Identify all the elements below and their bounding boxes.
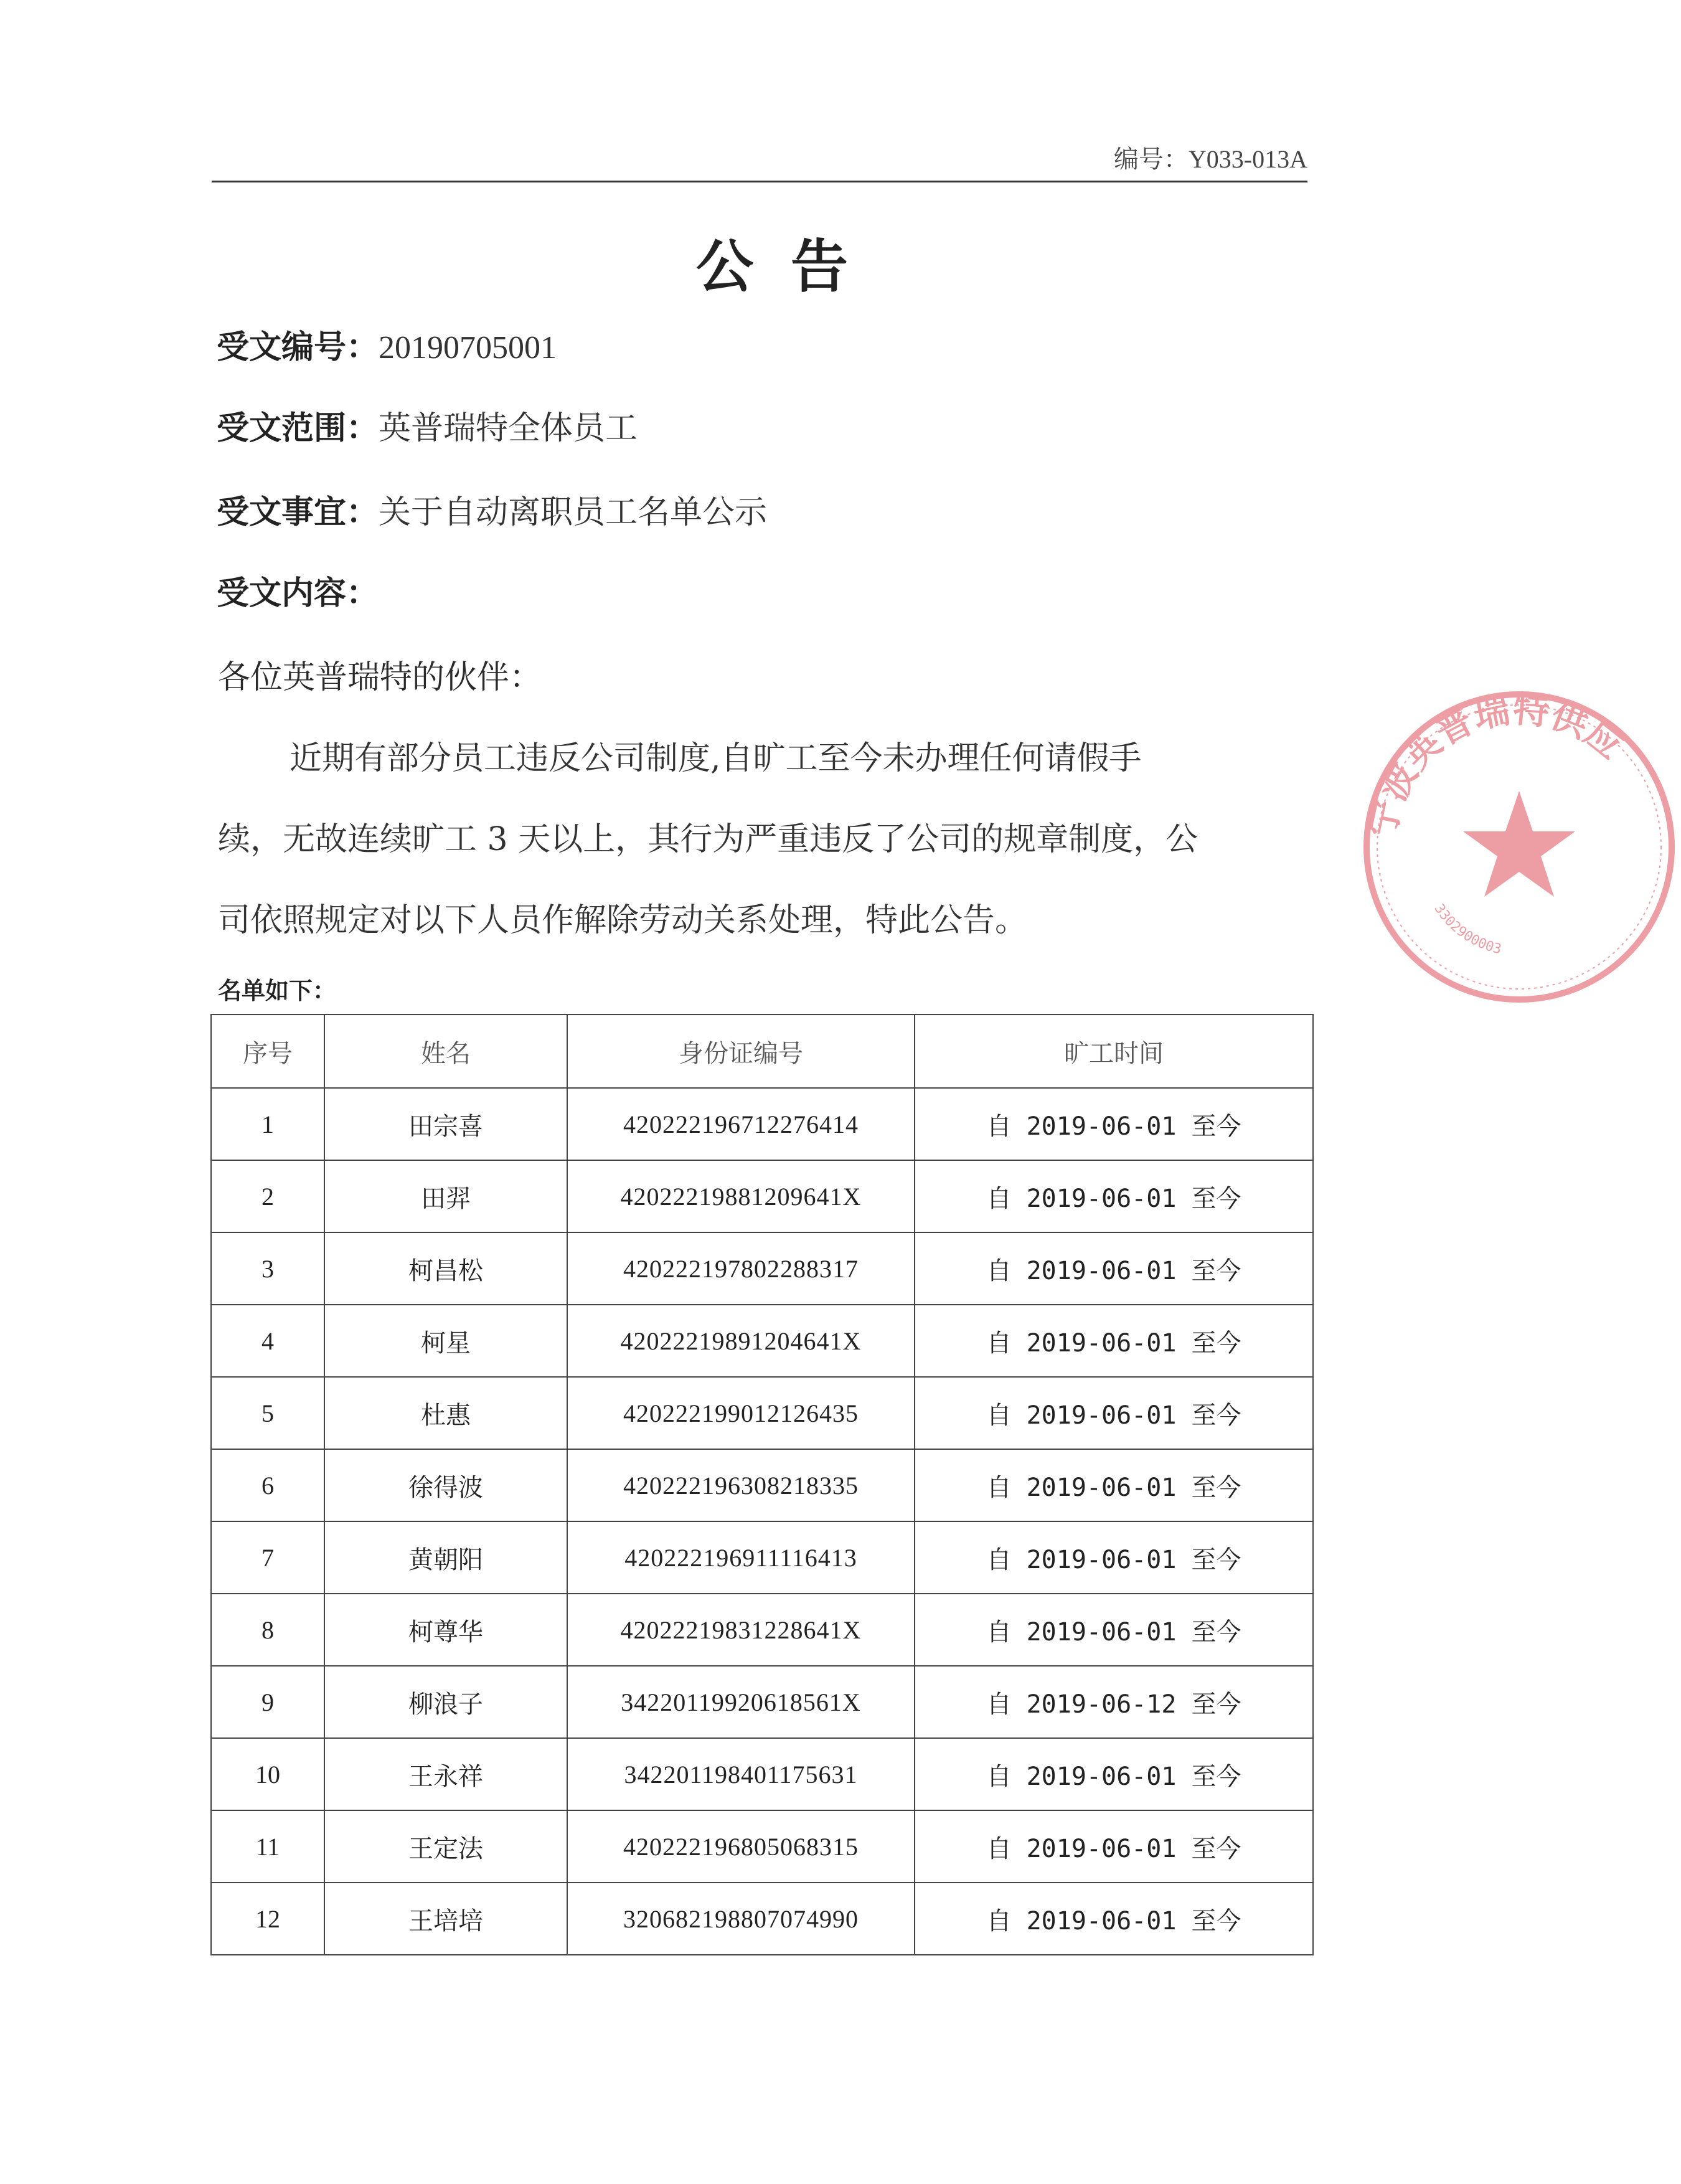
table-row xyxy=(211,1232,1313,1305)
cell-id: 420222199012126435 xyxy=(567,1377,915,1449)
paragraph-line-3: 司依照规定对以下人员作解除劳动关系处理，特此公告。 xyxy=(218,902,1028,939)
cell-no: 7 xyxy=(211,1521,324,1594)
table-row xyxy=(211,1594,1313,1666)
header-name: 姓名 xyxy=(324,1014,567,1088)
cell-time: 自 2019-06-01 至今 xyxy=(915,1305,1313,1377)
cell-id: 342201198401175631 xyxy=(567,1738,915,1810)
list-label: 名单如下： xyxy=(218,977,337,1005)
field-content xyxy=(217,567,379,613)
field-content-label: 受文内容： xyxy=(217,575,379,612)
cell-time: 自 2019-06-12 至今 xyxy=(915,1666,1313,1738)
cell-time: 自 2019-06-01 至今 xyxy=(915,1738,1313,1810)
seal-code: 3302900003 xyxy=(1431,901,1503,958)
cell-name: 柯昌松 xyxy=(324,1232,567,1305)
cell-time: 自 2019-06-01 至今 xyxy=(915,1883,1313,1955)
cell-name: 杜惠 xyxy=(324,1377,567,1449)
company-seal-icon xyxy=(1357,685,1681,1009)
document-number-label: 编号： xyxy=(1113,145,1189,174)
cell-time: 自 2019-06-01 至今 xyxy=(915,1594,1313,1666)
table-row xyxy=(211,1305,1313,1377)
document-number xyxy=(1114,139,1307,175)
header-time: 旷工时间 xyxy=(915,1014,1313,1088)
seal-text: 宁波英普瑞特供应 xyxy=(1360,688,1632,841)
cell-time: 自 2019-06-01 至今 xyxy=(915,1160,1313,1232)
cell-name: 田宗喜 xyxy=(324,1088,567,1160)
field-doc-id-label: 受文编号： xyxy=(217,329,379,366)
cell-time: 自 2019-06-01 至今 xyxy=(915,1449,1313,1521)
table-header-row xyxy=(211,1014,1313,1088)
cell-time: 自 2019-06-01 至今 xyxy=(915,1377,1313,1449)
field-doc-id xyxy=(217,321,557,367)
cell-id: 42022219831228641X xyxy=(567,1594,915,1666)
field-doc-id-value: 20190705001 xyxy=(379,330,557,366)
cell-name: 柯尊华 xyxy=(324,1594,567,1666)
cell-name: 王定法 xyxy=(324,1810,567,1883)
cell-name: 田羿 xyxy=(324,1160,567,1232)
cell-id: 420222196911116413 xyxy=(567,1521,915,1594)
cell-no: 1 xyxy=(211,1088,324,1160)
cell-no: 12 xyxy=(211,1883,324,1955)
cell-no: 8 xyxy=(211,1594,324,1666)
cell-time: 自 2019-06-01 至今 xyxy=(915,1088,1313,1160)
cell-id: 420222197802288317 xyxy=(567,1232,915,1305)
cell-no: 5 xyxy=(211,1377,324,1449)
cell-no: 11 xyxy=(211,1810,324,1883)
svg-text:宁波英普瑞特供应 xyxy=(1360,688,1631,841)
table-row xyxy=(211,1449,1313,1521)
cell-name: 柯星 xyxy=(324,1305,567,1377)
greeting: 各位英普瑞特的伙伴： xyxy=(218,659,542,696)
field-subject-value: 关于自动离职员工名单公示 xyxy=(379,494,768,531)
cell-time: 自 2019-06-01 至今 xyxy=(915,1521,1313,1594)
paragraph-line-2: 续，无故连续旷工 3 天以上，其行为严重违反了公司的规章制度，公 xyxy=(218,821,1198,858)
cell-name: 黄朝阳 xyxy=(324,1521,567,1594)
field-scope-label: 受文范围： xyxy=(217,410,379,447)
svg-text:3302900003 xyxy=(1431,901,1502,957)
page-title: 公告 xyxy=(695,234,885,300)
field-subject xyxy=(217,486,767,532)
table-row xyxy=(211,1810,1313,1883)
table-row xyxy=(211,1738,1313,1810)
cell-no: 3 xyxy=(211,1232,324,1305)
cell-id: 420222196805068315 xyxy=(567,1810,915,1883)
cell-name: 王培培 xyxy=(324,1883,567,1955)
table-row xyxy=(211,1088,1313,1160)
cell-id: 320682198807074990 xyxy=(567,1883,915,1955)
header-no: 序号 xyxy=(211,1014,324,1088)
table-row xyxy=(211,1160,1313,1232)
cell-id: 42022219881209641X xyxy=(567,1160,915,1232)
cell-id: 42022219891204641X xyxy=(567,1305,915,1377)
table-row xyxy=(211,1666,1313,1738)
cell-no: 2 xyxy=(211,1160,324,1232)
roster-table xyxy=(210,1014,1314,1955)
field-subject-label: 受文事宜： xyxy=(217,494,379,531)
table-row xyxy=(211,1521,1313,1594)
cell-time: 自 2019-06-01 至今 xyxy=(915,1232,1313,1305)
cell-id: 420222196712276414 xyxy=(567,1088,915,1160)
header-id: 身份证编号 xyxy=(567,1014,915,1088)
cell-time: 自 2019-06-01 至今 xyxy=(915,1810,1313,1883)
table-row xyxy=(211,1377,1313,1449)
cell-name: 柳浪子 xyxy=(324,1666,567,1738)
cell-no: 10 xyxy=(211,1738,324,1810)
cell-name: 徐得波 xyxy=(324,1449,567,1521)
field-scope-value: 英普瑞特全体员工 xyxy=(379,410,638,447)
cell-no: 6 xyxy=(211,1449,324,1521)
cell-name: 王永祥 xyxy=(324,1738,567,1810)
cell-id: 34220119920618561X xyxy=(567,1666,915,1738)
cell-id: 420222196308218335 xyxy=(567,1449,915,1521)
table-row xyxy=(211,1883,1313,1955)
cell-no: 4 xyxy=(211,1305,324,1377)
cell-no: 9 xyxy=(211,1666,324,1738)
header-divider xyxy=(212,181,1307,182)
field-scope xyxy=(217,402,638,448)
document-number-value: Y033-013A xyxy=(1188,145,1307,173)
paragraph-line-1: 近期有部分员工违反公司制度,自旷工至今未办理任何请假手 xyxy=(290,740,1142,777)
